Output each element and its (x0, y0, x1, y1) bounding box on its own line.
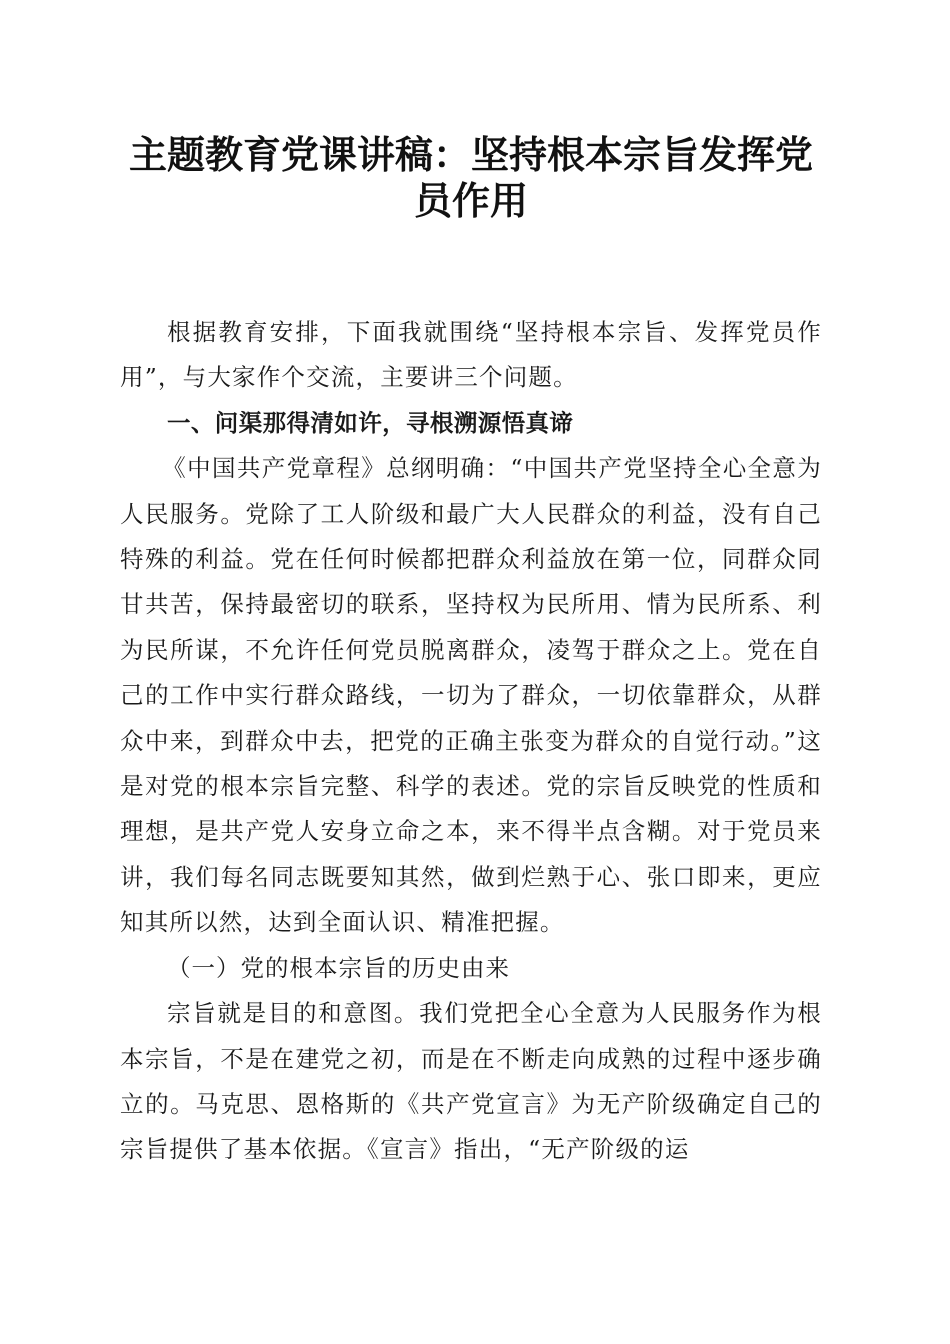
intro-paragraph: 根据教育安排，下面我就围绕“坚持根本宗旨、发挥党员作用”，与大家作个交流，主要讲三个问题。 (120, 318, 822, 392)
subsection-1 (120, 946, 822, 1173)
section-1-heading: 一、问渠那得清如许，寻根溯源悟真谛 (167, 408, 574, 437)
subsection-1-heading: （一）党的根本宗旨的历史由来 (167, 953, 510, 982)
intro-block (120, 310, 822, 401)
document-title: 主题教育党课讲稿：坚持根本宗旨发挥党员作用 (128, 132, 813, 223)
section-1-paragraph: 《中国共产党章程》总纲明确：“中国共产党坚持全心全意为人民服务。党除了工人阶级和最广大人民群众的利益，没有自己特殊的利益。党在任何时候都把群众利益放在第一位，同群众同甘共苦，保持最密切的联系，坚持权为民所用、情为民所系、利为民所谋，不允许任何党员脱离群众，凌驾于群众之上。党在自己的工作中实行群众路线，一切为了群众，一切依靠群众，从群众中来，到群众中去，把党的正确主张变为群众的自觉行动。”这是对党的根本宗旨完整、科学的表述。党的宗旨反映党的性质和理想，是共产党人安身立命之本，来不得半点含糊。对于党员来讲，我们每名同志既要知其然，做到烂熟于心、张口即来，更应知其所以然，达到全面认识、精准把握。 (120, 454, 822, 937)
section-1 (120, 401, 822, 1173)
subsection-1-paragraph: 宗旨就是目的和意图。我们党把全心全意为人民服务作为根本宗旨，不是在建党之初，而是在不断走向成熟的过程中逐步确立的。马克思、恩格斯的《共产党宣言》为无产阶级确定自己的宗旨提供了基本依据。《宣言》指出，“无产阶级的运 (120, 999, 822, 1164)
document-page (120, 132, 822, 1173)
